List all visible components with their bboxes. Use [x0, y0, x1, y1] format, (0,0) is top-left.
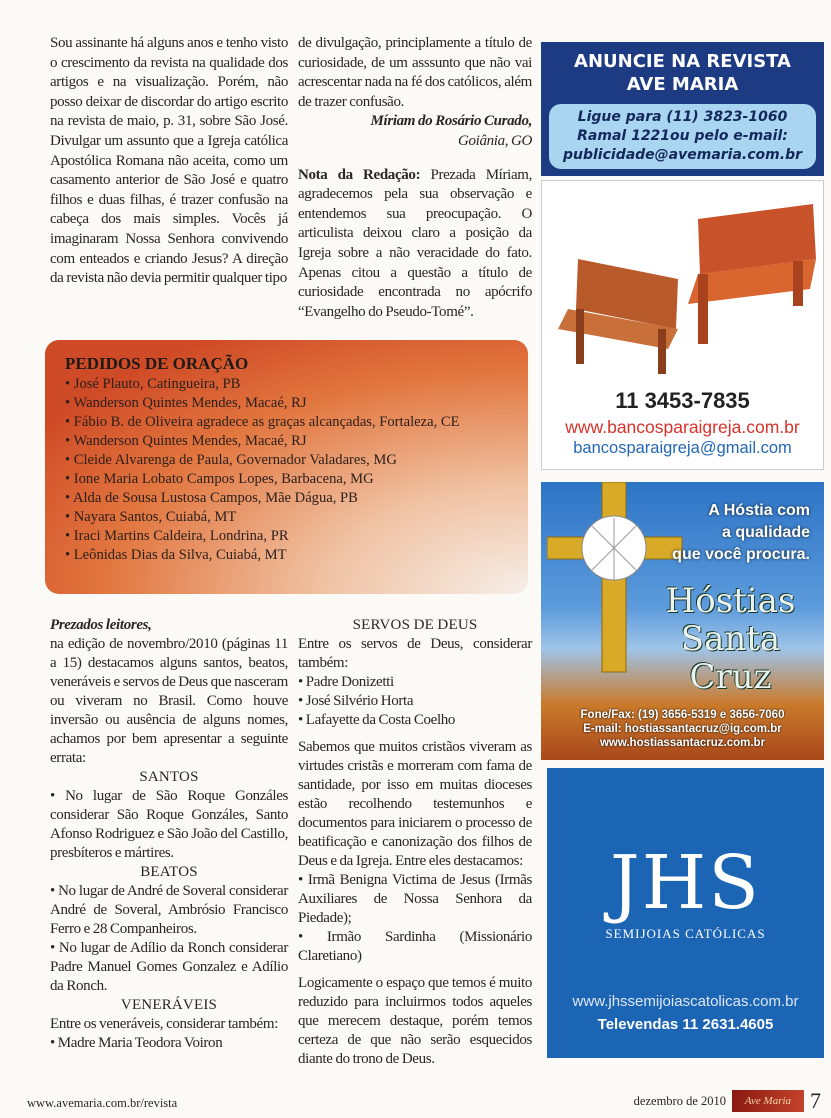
editor-note-text: Prezada Míriam, agradecemos pela sua observação e entendemos sua preocupação. O articulista deixou claro a posição da Igreja sobre a não veracidade do fato. Apenas citou a questão a título de curiosidade encontrada no apócrifo “Evangelho do Pseudo-Tomé”.: [298, 166, 532, 320]
ad-jhs-url[interactable]: www.jhssemijoiascatolicas.com.br: [572, 993, 799, 1010]
footer-url[interactable]: www.avemaria.com.br/revista: [27, 1096, 178, 1110]
prayer-item: • Leônidas Dias da Silva, Cuiabá, MT: [65, 546, 508, 565]
ad-jhs-logo: JHS: [610, 840, 761, 926]
ad-hostias-phone: Fone/Fax: (19) 3656-5319 e 3656-7060: [580, 709, 785, 721]
errata-paragraph: Sabemos que muitos cristãos viveram as virtudes cristãs e morreram com fama de santidade, por isso em muitas dioceses estão recolhendo testemunhos e documentos para iniciarem o processo de beatificação e canonização dos filhos de Deus e da Igreja. Entre eles destacamos:: [298, 739, 532, 869]
ad-jhs[interactable]: [547, 768, 824, 1058]
ad-bancos-phone: 11 3453-7835: [615, 388, 750, 413]
veneraveis-intro: Entre os veneráveis, considerar também:: [50, 1016, 279, 1032]
letter-column-2: [298, 34, 532, 322]
letter-column-1: [50, 34, 288, 289]
prayer-list: [65, 375, 508, 565]
prayer-item: • Alda de Sousa Lustosa Campos, Mãe Dágua, PB: [65, 489, 508, 508]
brand-line: Hóstias: [665, 581, 796, 621]
ad-hostias-email[interactable]: E-mail: hostiassantacruz@ig.com.br: [583, 723, 782, 735]
slogan-line: A Hóstia com: [708, 502, 810, 519]
beatos-item: • No lugar de André de Soveral considerar André de Soveral, Ambrósio Francisco Ferro e 28 Companheiros.: [50, 883, 288, 937]
brand-line: Santa Cruz: [680, 619, 781, 697]
prayer-item: • Iraci Martins Caldeira, Londrina, PR: [65, 527, 508, 546]
prayer-item: • José Plauto, Catingueira, PB: [65, 375, 508, 394]
ad-hostias-slogan: [672, 500, 810, 566]
prayer-item: • Fábio B. de Oliveira agradece as graças alcançadas, Fortaleza, CE: [65, 413, 508, 432]
letter-author: Míriam do Rosário Curado,: [370, 113, 532, 130]
ad-hostias-brand: [637, 582, 824, 696]
slogan-line: a qualidade: [721, 524, 810, 541]
prayer-item: • Nayara Santos, Cuiabá, MT: [65, 508, 508, 527]
prayer-requests-box: [45, 340, 528, 594]
letter-body: Sou assinante há alguns anos e tenho visto o crescimento da revista na qualidade dos artigos e na visualização. Porém, não posso deixar de discordar do artigo escrito na revista de maio, p. 31, sobre São José. Divulgar um assunto que a Igreja católica Apostólica Romana não aceita, como um casamento anterior de São José e quatro filhos e duas filhas, é trazer confusão na cabeça dos mais simples. Vocês já imaginaram Nossa Senhora convivendo com enteados e criando Jesus? A direção da revista não devia permitir qualquer tipo: [50, 35, 288, 287]
ad-bancos-email[interactable]: bancosparaigreja@gmail.com: [573, 439, 792, 457]
errata-intro: na edição de novembro/2010 (páginas 11 a 15) destacamos alguns santos, beatos, veneráveis e servos de Deus que nasceram ou viveram no Brasil. Como houve inversão ou ausência de alguns nomes, achamos por bem apresentar a seguinte errata:: [50, 636, 288, 766]
prayer-title: PEDIDOS DE ORAÇÃO: [65, 354, 249, 373]
prayer-item: • Wanderson Quintes Mendes, Macaé, RJ: [65, 394, 508, 413]
ad-anuncie-email: publicidade@avemaria.com.br: [562, 147, 802, 163]
footer-date: dezembro de 2010: [633, 1093, 726, 1108]
beatos-heading: BEATOS: [140, 864, 198, 880]
ad-anuncie-phone: Ligue para (11) 3823-1060: [577, 109, 788, 125]
beatos-item: • No lugar de Adílio da Ronch considerar Padre Manuel Gomes Gonzalez e Adílio da Ronch.: [50, 940, 288, 994]
ad-bancos[interactable]: [541, 180, 824, 470]
destaque-item: • Irmão Sardinha (Missionário Claretiano): [298, 929, 532, 964]
santos-item: • No lugar de São Roque Gonzáles considerar São Roque Gonzáles, Santo Afonso Rodriguez e São João del Castillo, presbíteros e mártires.: [50, 788, 288, 861]
ad-hostias-contact: [541, 708, 824, 750]
editor-note-label: Nota da Redação:: [298, 166, 421, 183]
veneraveis-item: • Madre Maria Teodora Voiron: [50, 1035, 223, 1051]
servos-item: • Lafayette da Costa Coelho: [298, 712, 456, 728]
ad-bancos-url[interactable]: www.bancosparaigreja.com.br: [565, 417, 800, 437]
errata-closing: Logicamente o espaço que temos é muito reduzido para incluirmos todos aqueles que merecem destaque, porém temos certeza de que não serão esquecidos diante do trono de Deus.: [298, 975, 532, 1067]
letter-location: Goiânia, GO: [458, 132, 532, 149]
servos-item: • José Silvério Horta: [298, 693, 414, 709]
page-number: 7: [810, 1088, 821, 1113]
church-bench-image: [548, 189, 818, 379]
editor-note: [298, 166, 532, 323]
destaque-item: • Irmã Benigna Victima de Jesus (Irmãs Auxiliares de Nossa Senhora da Piedade);: [298, 872, 532, 926]
footer-right: [634, 1088, 821, 1114]
ad-anuncie[interactable]: [541, 42, 824, 176]
prayer-item: • Wanderson Quintes Mendes, Macaé, RJ: [65, 432, 508, 451]
ad-hostias[interactable]: [541, 482, 824, 760]
servos-heading: SERVOS DE DEUS: [352, 617, 478, 633]
prayer-item: • Ione Maria Lobato Campos Lopes, Barbacena, MG: [65, 470, 508, 489]
ad-anuncie-title: ANUNCIE NA REVISTA: [574, 51, 791, 72]
letter-body-continued: de divulgação, principlamente a título de curiosidade, de um asssunto que não vai acrescentar nada na fé dos católicos, além de trazer confusão.: [298, 35, 532, 110]
ad-hostias-url[interactable]: www.hostiassantacruz.com.br: [599, 737, 766, 749]
santos-heading: SANTOS: [139, 769, 199, 785]
servos-intro: Entre os servos de Deus, considerar também:: [298, 636, 532, 671]
slogan-line: que você procura.: [672, 546, 810, 563]
errata-greeting: Prezados leitores,: [50, 617, 152, 633]
veneraveis-heading: VENERÁVEIS: [120, 997, 218, 1013]
errata-column-1: [50, 616, 288, 1053]
prayer-item: • Cleide Alvarenga de Paula, Governador Valadares, MG: [65, 451, 508, 470]
ad-anuncie-extension: Ramal 1221ou pelo e-mail:: [577, 128, 788, 144]
errata-column-2: [298, 616, 532, 1069]
magazine-logo: Ave Maria: [732, 1090, 804, 1112]
ad-jhs-subtitle: SEMIJOIAS CATÓLICAS: [605, 926, 766, 941]
ad-anuncie-contact: [549, 104, 816, 169]
ad-anuncie-title-2: AVE MARIA: [626, 74, 739, 95]
servos-item: • Padre Donizetti: [298, 674, 394, 690]
ad-jhs-phone: Televendas 11 2631.4605: [597, 1016, 774, 1033]
